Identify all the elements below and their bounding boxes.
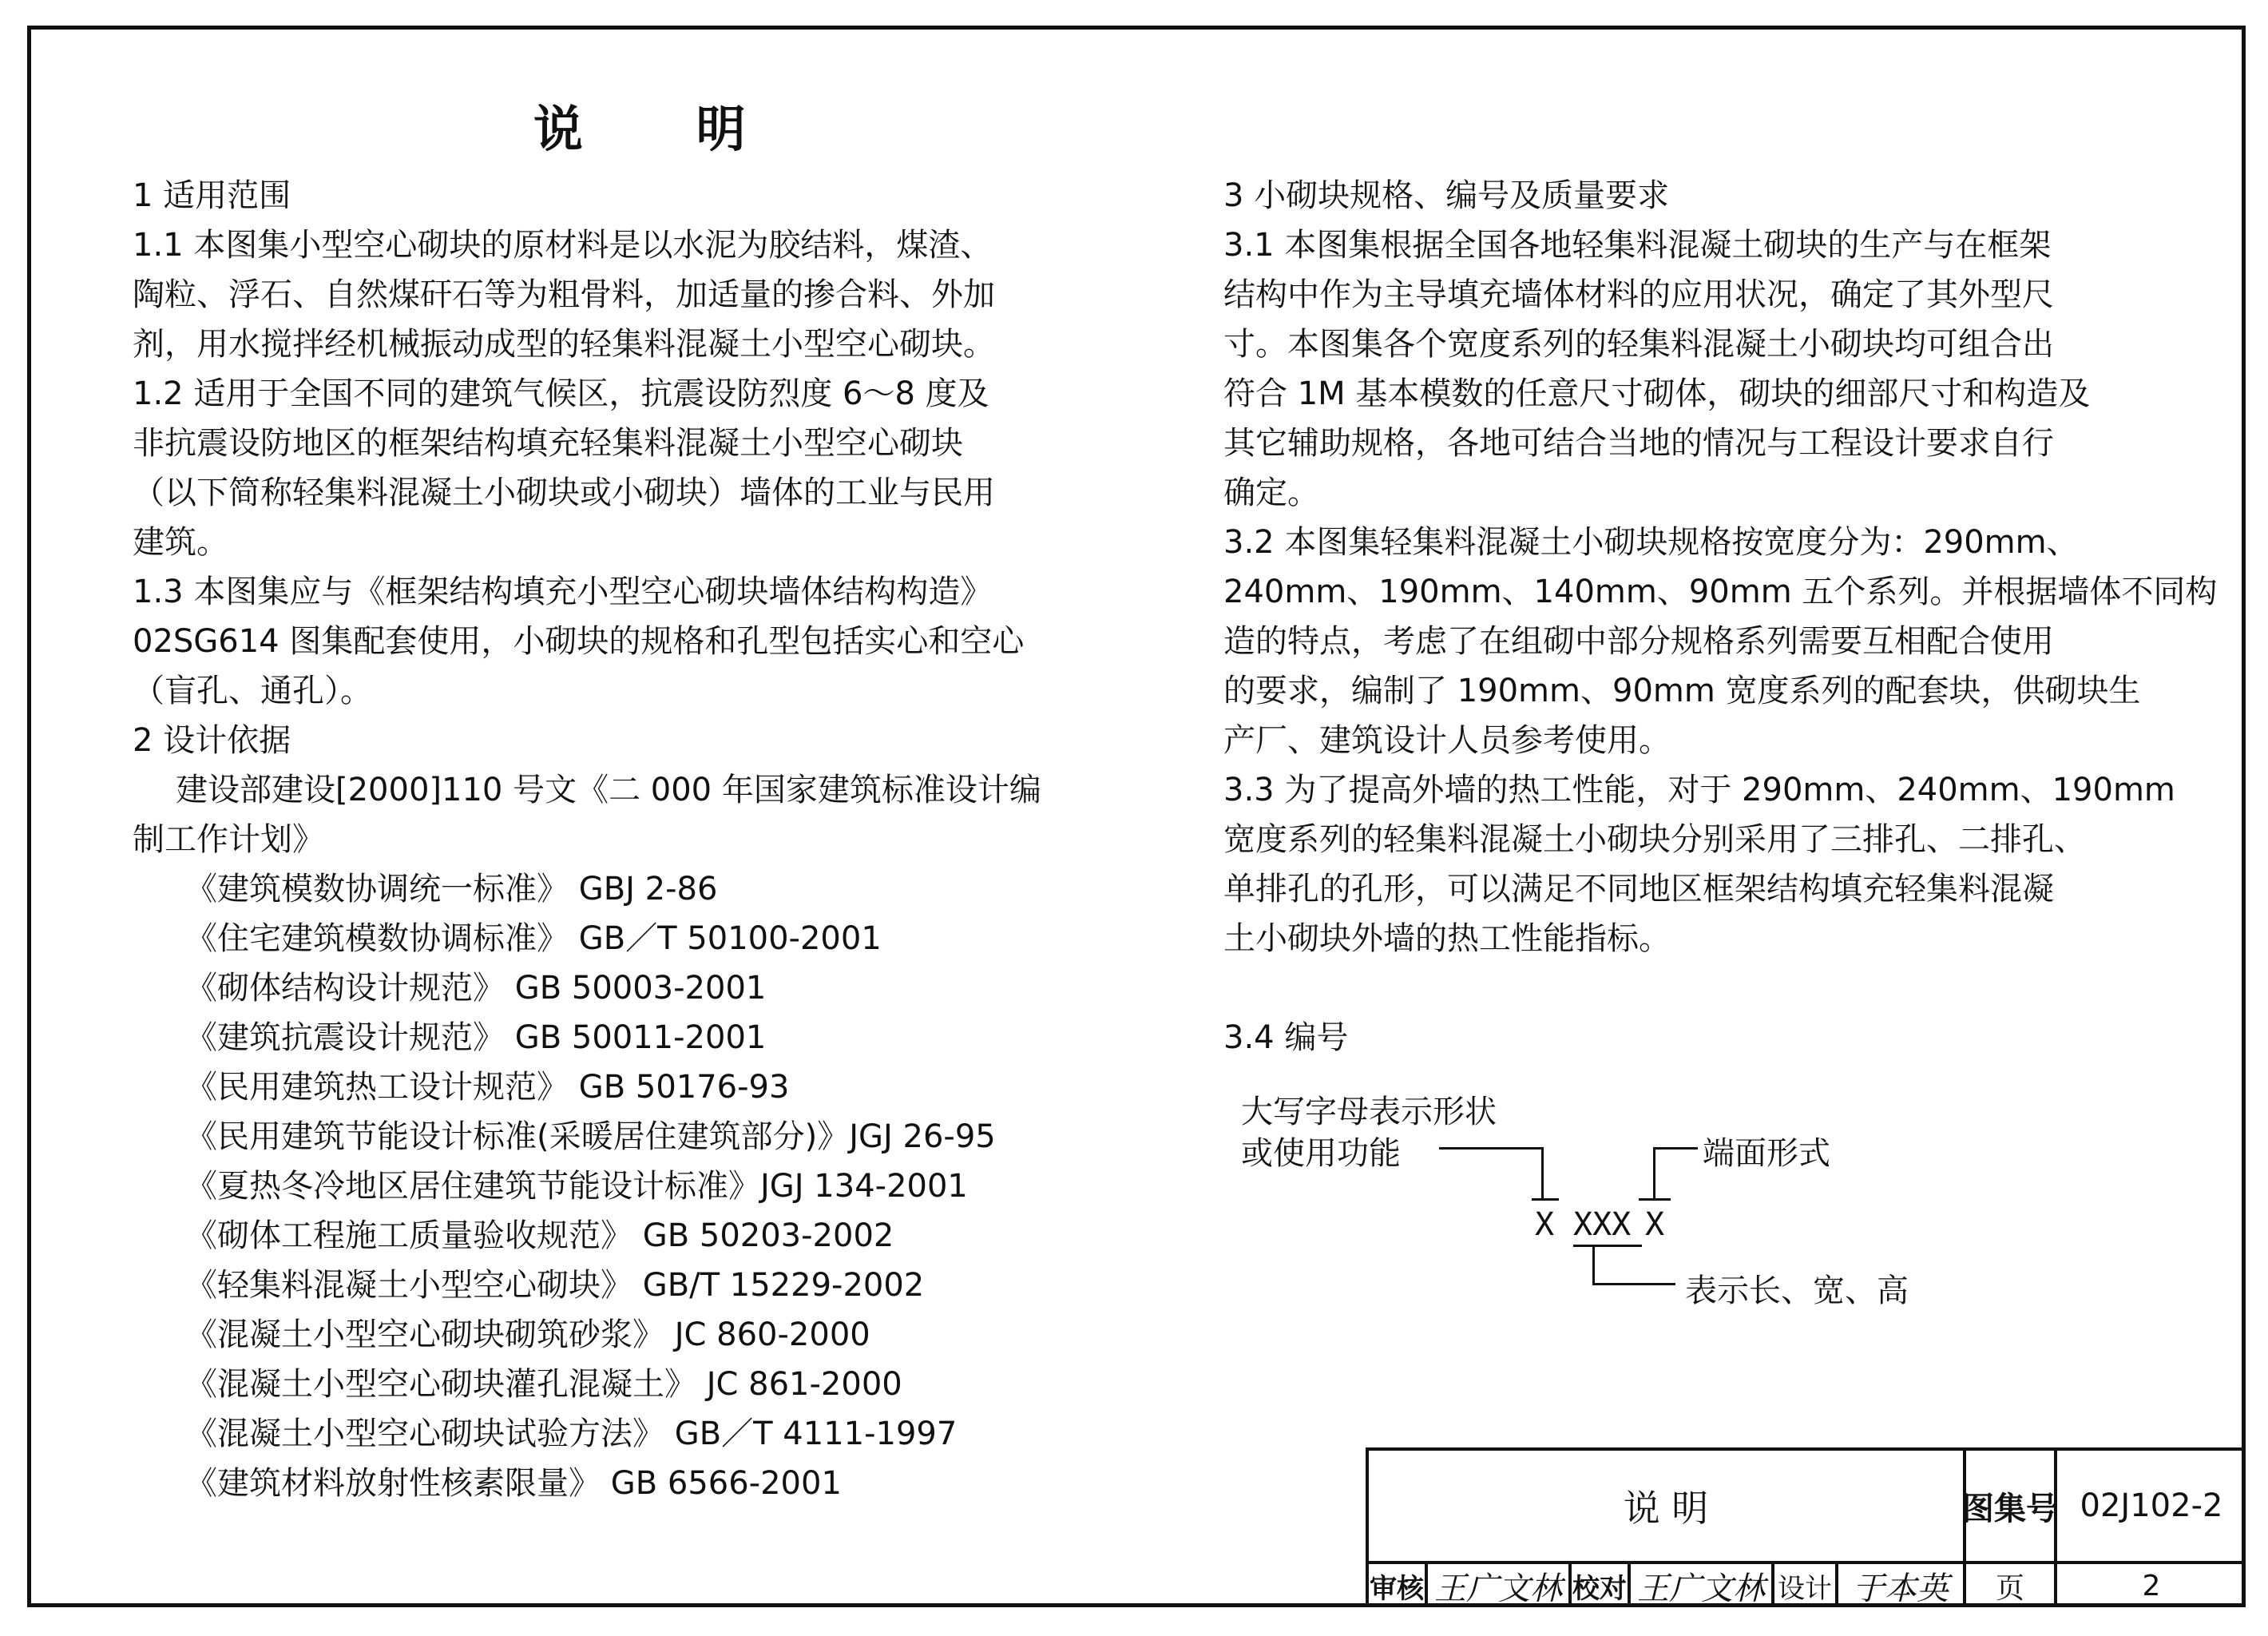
text-line: 3.1 本图集根据全国各地轻集料混凝土砌块的生产与在框架	[1223, 227, 2052, 264]
review-signature: 王广文林	[1425, 1561, 1568, 1607]
text-line: 《建筑抗震设计规范》 GB 50011-2001	[185, 1019, 767, 1056]
text-line: 《建筑材料放射性核素限量》 GB 6566-2001	[185, 1465, 842, 1502]
text-line: 《砌体工程施工质量验收规范》 GB 50203-2002	[185, 1217, 894, 1254]
text-line: 的要求，编制了 190mm、90mm 宽度系列的配套块，供砌块生	[1223, 673, 2141, 709]
text-line: 1.1 本图集小型空心砌块的原材料是以水泥为胶结料，煤渣、	[133, 227, 993, 264]
text-line: 《民用建筑节能设计标准(采暖居住建筑部分)》JGJ 26-95	[185, 1118, 996, 1155]
text-line: 单排孔的孔形，可以满足不同地区框架结构填充轻集料混凝	[1223, 871, 2054, 907]
text-line: 3.2 本图集轻集料混凝土小砌块规格按宽度分为：290mm、	[1223, 524, 2079, 561]
leader-line	[1541, 1147, 1544, 1200]
text-line: 02SG614 图集配套使用，小砌块的规格和孔型包括实心和空心	[133, 623, 1025, 660]
text-line: 1.3 本图集应与《框架结构填充小型空心砌块墙体结构构造》	[133, 574, 993, 610]
code-letter-a: X	[1535, 1206, 1555, 1243]
text-line: 240mm、190mm、140mm、90mm 五个系列。并根据墙体不同构	[1223, 574, 2218, 610]
page-label: 页	[1963, 1561, 2054, 1607]
text-line: 3.3 为了提高外墙的热工性能，对于 290mm、240mm、190mm	[1223, 772, 2175, 808]
leader-line	[1592, 1283, 1675, 1285]
page-number: 2	[2054, 1561, 2246, 1607]
text-line: 1 适用范围	[133, 177, 291, 214]
atlas-no-value: 02J102-2	[2054, 1447, 2246, 1561]
check-signature: 王广文林	[1628, 1561, 1771, 1607]
title-block	[1366, 1447, 2246, 1607]
text-line: （盲孔、通孔）。	[133, 673, 372, 709]
text-line: 建设部建设[2000]110 号文《二 000 年国家建筑标准设计编	[176, 772, 1041, 808]
text-line: 符合 1M 基本模数的任意尺寸砌体，砌块的细部尺寸和构造及	[1223, 375, 2091, 412]
text-line: 《混凝土小型空心砌块砌筑砂浆》 JC 860-2000	[185, 1316, 870, 1353]
label-shape-line1: 大写字母表示形状	[1241, 1094, 1497, 1130]
leader-line	[1653, 1147, 1655, 1200]
label-dimensions: 表示长、宽、高	[1685, 1273, 1909, 1309]
code-tick	[1532, 1198, 1559, 1201]
text-line: 制工作计划》	[133, 821, 324, 858]
text-line: 《民用建筑热工设计规范》 GB 50176-93	[185, 1069, 790, 1106]
code-tick	[1639, 1198, 1671, 1201]
text-line: 陶粒、浮石、自然煤矸石等为粗骨料，加适量的掺合料、外加	[133, 276, 995, 313]
text-line: （以下简称轻集料混凝土小砌块或小砌块）墙体的工业与民用	[133, 475, 995, 511]
text-line: 《建筑模数协调统一标准》 GBJ 2-86	[185, 871, 718, 907]
code-digits: XXX	[1573, 1206, 1632, 1243]
code-letter-c: X	[1645, 1206, 1665, 1243]
text-line: 宽度系列的轻集料混凝土小砌块分别采用了三排孔、二排孔、	[1223, 821, 2086, 858]
atlas-no-label: 图集号	[1963, 1447, 2054, 1561]
left-column	[133, 171, 1091, 1508]
text-line: 《轻集料混凝土小型空心砌块》 GB/T 15229-2002	[185, 1267, 925, 1304]
text-line: 《夏热冬冷地区居住建筑节能设计标准》JGJ 134-2001	[185, 1168, 968, 1205]
design-signature: 于本英	[1835, 1561, 1963, 1607]
code-diagram	[1223, 1086, 2022, 1326]
design-label: 设计	[1771, 1561, 1835, 1607]
review-label: 审核	[1366, 1561, 1425, 1607]
page-title: 说 明	[533, 100, 794, 158]
text-line: 非抗震设防地区的框架结构填充轻集料混凝土小型空心砌块	[133, 425, 963, 462]
text-line: 3.4 编号	[1223, 1019, 1349, 1056]
title-block-name: 说 明	[1366, 1447, 1963, 1561]
text-line: 产厂、建筑设计人员参考使用。	[1223, 722, 1671, 759]
text-line: 其它辅助规格，各地可结合当地的情况与工程设计要求自行	[1223, 425, 2054, 462]
label-shape-line2: 或使用功能	[1241, 1135, 1401, 1172]
leader-line	[1439, 1147, 1543, 1150]
leader-line	[1653, 1147, 1698, 1150]
text-line: 建筑。	[133, 524, 228, 561]
text-line: 2 设计依据	[133, 722, 291, 759]
label-end-form: 端面形式	[1703, 1135, 1830, 1172]
text-line: 《住宅建筑模数协调标准》 GB／T 50100-2001	[185, 920, 882, 957]
text-line: 1.2 适用于全国不同的建筑气候区，抗震设防烈度 6～8 度及	[133, 375, 989, 412]
text-line: 《混凝土小型空心砌块灌孔混凝土》 JC 861-2000	[185, 1366, 902, 1403]
text-line: 《砌体结构设计规范》 GB 50003-2001	[185, 970, 767, 1007]
text-line: 《混凝土小型空心砌块试验方法》 GB／T 4111-1997	[185, 1416, 958, 1452]
text-line: 3 小砌块规格、编号及质量要求	[1223, 177, 1670, 214]
right-column	[1223, 171, 2218, 1062]
text-line: 剂，用水搅拌经机械振动成型的轻集料混凝土小型空心砌块。	[133, 326, 995, 363]
text-line: 土小砌块外墙的热工性能指标。	[1223, 920, 1671, 957]
text-line: 结构中作为主导填充墙体材料的应用状况，确定了其外型尺	[1223, 276, 2054, 313]
text-line: 寸。本图集各个宽度系列的轻集料混凝土小砌块均可组合出	[1223, 326, 2054, 363]
leader-line	[1592, 1245, 1595, 1285]
text-line: 确定。	[1223, 475, 1319, 511]
text-line: 造的特点，考虑了在组砌中部分规格系列需要互相配合使用	[1223, 623, 2054, 660]
check-label: 校对	[1568, 1561, 1628, 1607]
code-underline	[1573, 1245, 1642, 1247]
